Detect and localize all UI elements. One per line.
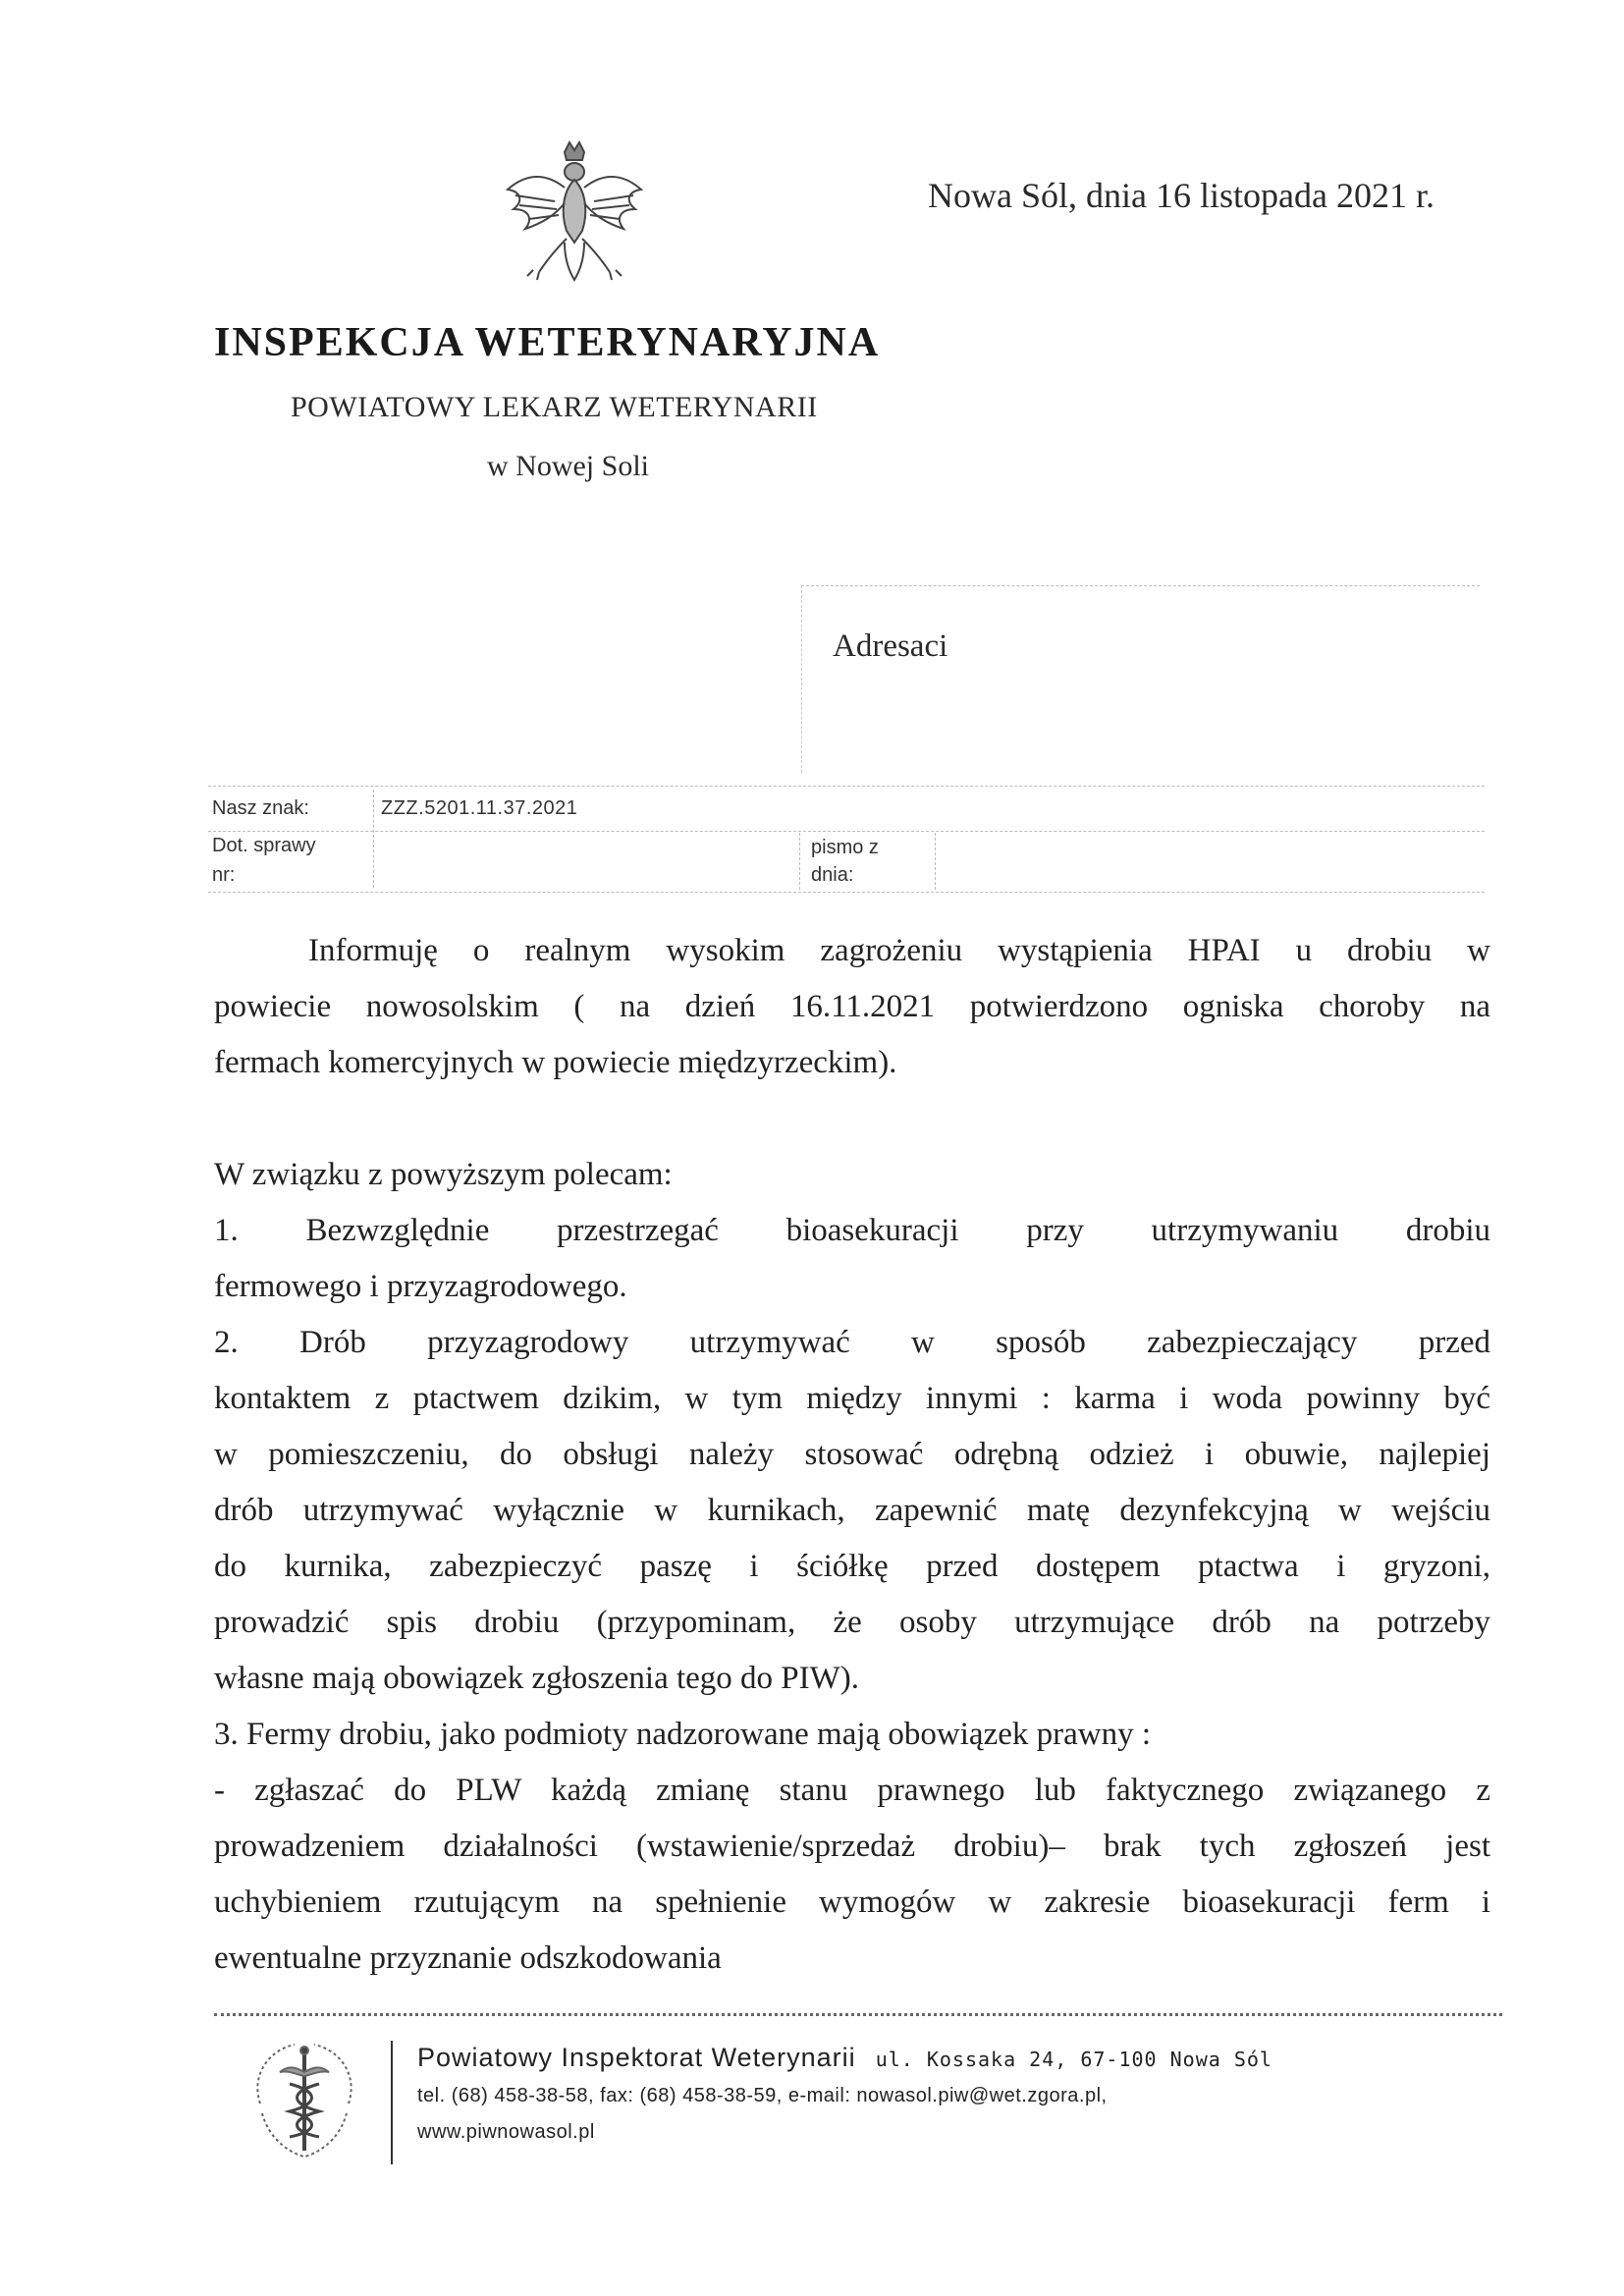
footer-divider-line (214, 2013, 1502, 2016)
institution-name: INSPEKCJA WETERYNARYJNA (214, 320, 881, 365)
caduceus-logo-icon (241, 2035, 368, 2162)
our-ref-value: ZZZ.5201.11.37.2021 (381, 797, 578, 819)
instruction-item-3 (214, 1707, 1490, 1987)
footer-website: www.piwnowasol.pl (417, 2121, 595, 2143)
body-line: 2. Drób przyzagrodowy utrzymywać w sposób zabezpieczający przed (214, 1325, 1490, 1360)
footer-vertical-divider (391, 2041, 393, 2164)
body-line: fermach komercyjnych w powiecie międzyrzeckim). (214, 1045, 897, 1080)
instructions-lead: W związku z powyższym polecam: (214, 1157, 673, 1192)
office-city: w Nowej Soli (487, 450, 649, 482)
body-line: powiecie nowosolskim ( na dzień 16.11.2021 potwierdzono ogniska choroby na (214, 989, 1490, 1024)
body-line: do kurnika, zabezpieczyć paszę i ściółkę przed dostępem ptactwa i gryzoni, (214, 1549, 1490, 1584)
body-line: własne mają obowiązek zgłoszenia tego do PIW). (214, 1661, 860, 1696)
body-line: w pomieszczeniu, do obsługi należy stosować odrębną odzież i obuwie, najlepiej (214, 1437, 1490, 1472)
instruction-item-1 (214, 1203, 1490, 1315)
addressee: Adresaci (833, 629, 948, 664)
footer-phone-email: tel. (68) 458-38-58, fax: (68) 458-38-59, e-mail: nowasol.piw@wet.zgora.pl, (417, 2085, 1108, 2106)
body-line: drób utrzymywać wyłącznie w kurnikach, zapewnić matę dezynfekcyjną w wejściu (214, 1493, 1490, 1528)
office-title: POWIATOWY LEKARZ WETERYNARII (291, 391, 818, 423)
body-line: fermowego i przyzagrodowego. (214, 1269, 627, 1304)
letter-body (214, 923, 1490, 1987)
body-line: prowadzić spis drobiu (przypominam, że osoby utrzymujące drób na potrzeby (214, 1605, 1490, 1640)
instruction-item-2 (214, 1315, 1490, 1707)
polish-eagle-emblem-icon (496, 133, 653, 290)
case-no-label-2: nr: (212, 864, 236, 886)
body-line: kontaktem z ptactwem dzikim, w tym między innymi : karma i woda powinny być (214, 1381, 1490, 1416)
our-ref-label: Nasz znak: (212, 797, 309, 819)
letter-date-label-2: dnia: (811, 864, 854, 886)
addressee-box (801, 585, 1480, 773)
footer-institution-name: Powiatowy Inspektorat Weterynarii (417, 2043, 856, 2072)
footer-address: ul. Kossaka 24, 67-100 Nowa Sól (875, 2048, 1272, 2071)
letter-date-label: pismo z (811, 837, 879, 858)
reference-table (208, 786, 1485, 894)
footer-contact (417, 2043, 1272, 2144)
body-line: 3. Fermy drobiu, jako podmioty nadzorowane mają obowiązek prawny : (214, 1717, 1152, 1752)
intro-paragraph (214, 923, 1490, 1091)
letter-date: Nowa Sól, dnia 16 listopada 2021 r. (928, 176, 1435, 215)
body-line: ewentualne przyznanie odszkodowania (214, 1941, 722, 1976)
body-line: 1. Bezwzględnie przestrzegać bioasekuracji przy utrzymywaniu drobiu (214, 1213, 1490, 1248)
body-line: prowadzeniem działalności (wstawienie/sprzedaż drobiu)– brak tych zgłoszeń jest (214, 1829, 1490, 1864)
body-line: uchybieniem rzutującym na spełnienie wymogów w zakresie bioasekuracji ferm i (214, 1885, 1490, 1920)
case-no-label: Dot. sprawy (212, 835, 316, 856)
body-line: Informuję o realnym wysokim zagrożeniu wystąpienia HPAI u drobiu w (308, 933, 1490, 968)
body-line: - zgłaszać do PLW każdą zmianę stanu prawnego lub faktycznego związanego z (214, 1773, 1490, 1808)
